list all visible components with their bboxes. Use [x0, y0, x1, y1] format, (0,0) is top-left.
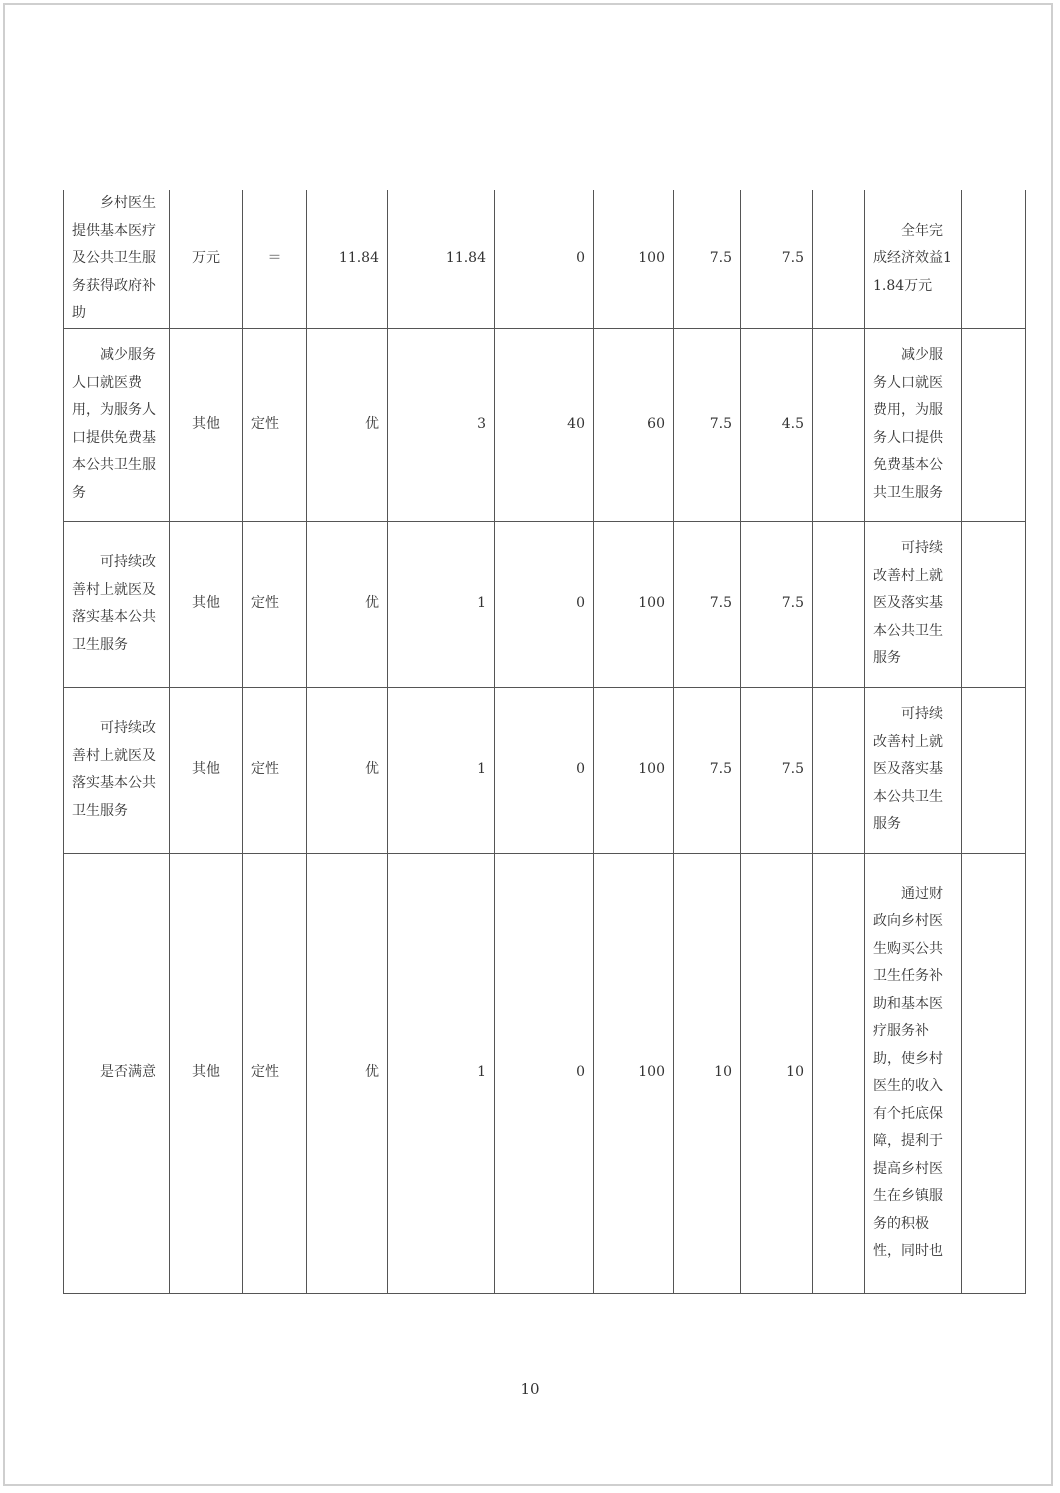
property-cell: 定性: [243, 521, 307, 687]
table-row: [64, 687, 1026, 853]
extra-cell: [962, 853, 1026, 1293]
actual-cell: 11.84: [388, 190, 495, 328]
score-cell: 10: [741, 853, 813, 1293]
extra-cell: [962, 687, 1026, 853]
score-cell: 7.5: [741, 190, 813, 328]
score-cell: 7.5: [741, 521, 813, 687]
property-cell: 定性: [243, 853, 307, 1293]
unit-cell: 其他: [170, 328, 243, 521]
property-cell: 定性: [243, 687, 307, 853]
target-cell: 11.84: [307, 190, 388, 328]
notes-cell: 可持续改善村上就医及落实基本公共卫生服务: [865, 687, 962, 853]
rate-cell: 100: [594, 687, 674, 853]
notes-cell: 减少服务人口就医费用，为服务人口提供免费基本公共卫生服务: [865, 328, 962, 521]
table-row: [64, 190, 1026, 328]
indicator-cell: 是否满意: [64, 853, 170, 1293]
score-cell: 4.5: [741, 328, 813, 521]
deviation-cell: 0: [495, 190, 594, 328]
deviation-cell: 0: [495, 853, 594, 1293]
weight-cell: 10: [674, 853, 741, 1293]
property-cell: 定性: [243, 328, 307, 521]
unit-cell: 其他: [170, 853, 243, 1293]
deviation-cell: 0: [495, 521, 594, 687]
weight-cell: 7.5: [674, 521, 741, 687]
extra-cell: [962, 190, 1026, 328]
blank-cell: [813, 687, 865, 853]
notes-cell: 全年完成经济效益11.84万元: [865, 190, 962, 328]
table-row: [64, 853, 1026, 1293]
blank-cell: [813, 190, 865, 328]
target-cell: 优: [307, 853, 388, 1293]
blank-cell: [813, 521, 865, 687]
rate-cell: 100: [594, 853, 674, 1293]
actual-cell: 3: [388, 328, 495, 521]
unit-cell: 其他: [170, 521, 243, 687]
target-cell: 优: [307, 521, 388, 687]
extra-cell: [962, 328, 1026, 521]
rate-cell: 100: [594, 190, 674, 328]
deviation-cell: 40: [495, 328, 594, 521]
weight-cell: 7.5: [674, 328, 741, 521]
weight-cell: 7.5: [674, 190, 741, 328]
notes-cell: 通过财政向乡村医生购买公共卫生任务补助和基本医疗服务补助，使乡村医生的收入有个托底保障，提利于提高乡村医生在乡镇服务的积极性，同时也: [865, 853, 962, 1293]
indicator-cell: 乡村医生提供基本医疗及公共卫生服务获得政府补助: [64, 190, 170, 328]
weight-cell: 7.5: [674, 687, 741, 853]
unit-cell: 万元: [170, 190, 243, 328]
performance-table: [63, 190, 1026, 1294]
notes-cell: 可持续改善村上就医及落实基本公共卫生服务: [865, 521, 962, 687]
actual-cell: 1: [388, 853, 495, 1293]
indicator-cell: 可持续改善村上就医及落实基本公共卫生服务: [64, 521, 170, 687]
deviation-cell: 0: [495, 687, 594, 853]
table-row: [64, 328, 1026, 521]
unit-cell: 其他: [170, 687, 243, 853]
target-cell: 优: [307, 687, 388, 853]
indicator-cell: 可持续改善村上就医及落实基本公共卫生服务: [64, 687, 170, 853]
table-row: [64, 521, 1026, 687]
actual-cell: 1: [388, 521, 495, 687]
actual-cell: 1: [388, 687, 495, 853]
rate-cell: 60: [594, 328, 674, 521]
target-cell: 优: [307, 328, 388, 521]
rate-cell: 100: [594, 521, 674, 687]
page-number: 10: [520, 1380, 540, 1398]
extra-cell: [962, 521, 1026, 687]
blank-cell: [813, 853, 865, 1293]
blank-cell: [813, 328, 865, 521]
property-cell: ＝: [243, 190, 307, 328]
score-cell: 7.5: [741, 687, 813, 853]
indicator-cell: 减少服务人口就医费用，为服务人口提供免费基本公共卫生服务: [64, 328, 170, 521]
